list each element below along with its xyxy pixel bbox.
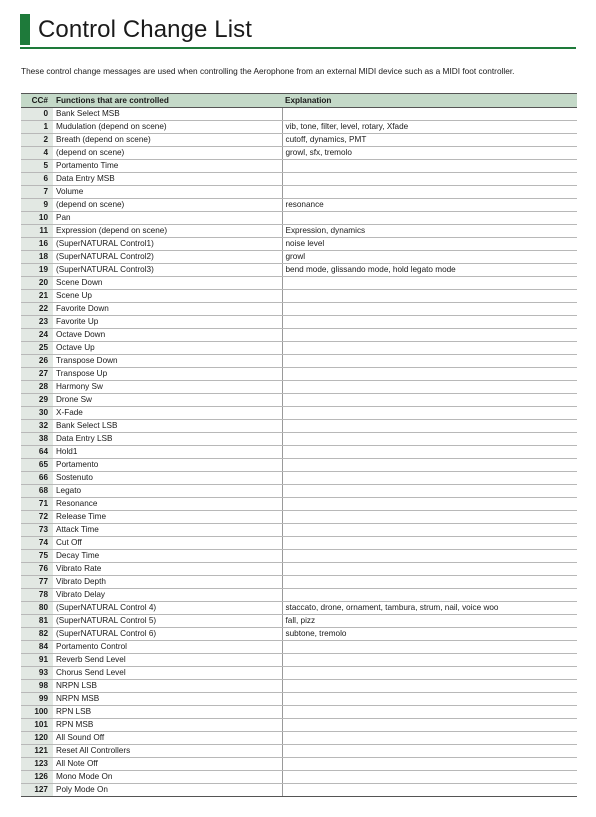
table-row <box>21 758 577 771</box>
cc-number-cell: 19 <box>21 264 53 277</box>
table-row <box>21 576 577 589</box>
function-cell: (SuperNATURAL Control3) <box>53 264 282 277</box>
function-cell: Portamento Time <box>53 160 282 173</box>
table-row <box>21 732 577 745</box>
explanation-cell <box>282 693 577 706</box>
function-cell: Octave Up <box>53 342 282 355</box>
function-cell: Cut Off <box>53 537 282 550</box>
function-cell: Decay Time <box>53 550 282 563</box>
table-row <box>21 381 577 394</box>
cc-number-cell: 75 <box>21 550 53 563</box>
cc-number-cell: 32 <box>21 420 53 433</box>
table-row <box>21 277 577 290</box>
function-cell: Transpose Up <box>53 368 282 381</box>
table-body <box>21 108 577 797</box>
header-cc-number: CC# <box>21 94 53 108</box>
table-row <box>21 602 577 615</box>
function-cell: RPN LSB <box>53 706 282 719</box>
cc-number-cell: 6 <box>21 173 53 186</box>
table-row <box>21 472 577 485</box>
explanation-cell <box>282 732 577 745</box>
explanation-cell <box>282 186 577 199</box>
table-row <box>21 329 577 342</box>
cc-number-cell: 18 <box>21 251 53 264</box>
explanation-cell <box>282 160 577 173</box>
explanation-cell: vib, tone, filter, level, rotary, Xfade <box>282 121 577 134</box>
cc-number-cell: 78 <box>21 589 53 602</box>
table-row <box>21 459 577 472</box>
function-cell: X-Fade <box>53 407 282 420</box>
table-row <box>21 173 577 186</box>
function-cell: NRPN MSB <box>53 693 282 706</box>
function-cell: Expression (depend on scene) <box>53 225 282 238</box>
explanation-cell <box>282 485 577 498</box>
explanation-cell <box>282 459 577 472</box>
cc-number-cell: 82 <box>21 628 53 641</box>
explanation-cell <box>282 212 577 225</box>
cc-number-cell: 1 <box>21 121 53 134</box>
explanation-cell <box>282 498 577 511</box>
function-cell: (depend on scene) <box>53 147 282 160</box>
cc-number-cell: 76 <box>21 563 53 576</box>
function-cell: Octave Down <box>53 329 282 342</box>
function-cell: Hold1 <box>53 446 282 459</box>
explanation-cell <box>282 433 577 446</box>
table-row <box>21 589 577 602</box>
table-row <box>21 511 577 524</box>
table-row <box>21 147 577 160</box>
table-row <box>21 420 577 433</box>
explanation-cell <box>282 290 577 303</box>
function-cell: Resonance <box>53 498 282 511</box>
table-row <box>21 485 577 498</box>
header-functions: Functions that are controlled <box>53 94 282 108</box>
intro-text: These control change messages are used when controlling the Aerophone from an external MIDI device such as a MIDI foot controller. <box>21 66 515 76</box>
cc-number-cell: 66 <box>21 472 53 485</box>
table-row <box>21 394 577 407</box>
explanation-cell <box>282 771 577 784</box>
cc-number-cell: 123 <box>21 758 53 771</box>
table-header-row <box>21 94 577 108</box>
table-row <box>21 563 577 576</box>
table-row <box>21 628 577 641</box>
explanation-cell <box>282 407 577 420</box>
function-cell: RPN MSB <box>53 719 282 732</box>
function-cell: Data Entry LSB <box>53 433 282 446</box>
cc-number-cell: 4 <box>21 147 53 160</box>
cc-number-cell: 121 <box>21 745 53 758</box>
cc-number-cell: 73 <box>21 524 53 537</box>
function-cell: (SuperNATURAL Control 4) <box>53 602 282 615</box>
cc-number-cell: 23 <box>21 316 53 329</box>
title-accent-bar <box>20 14 30 45</box>
table-row <box>21 719 577 732</box>
function-cell: Bank Select MSB <box>53 108 282 121</box>
cc-number-cell: 5 <box>21 160 53 173</box>
table-row <box>21 134 577 147</box>
explanation-cell <box>282 537 577 550</box>
explanation-cell <box>282 303 577 316</box>
header-explanation: Explanation <box>282 94 577 108</box>
table-row <box>21 160 577 173</box>
cc-number-cell: 81 <box>21 615 53 628</box>
function-cell: Mono Mode On <box>53 771 282 784</box>
function-cell: Favorite Down <box>53 303 282 316</box>
function-cell: Volume <box>53 186 282 199</box>
cc-number-cell: 120 <box>21 732 53 745</box>
table-row <box>21 446 577 459</box>
explanation-cell <box>282 394 577 407</box>
function-cell: Vibrato Delay <box>53 589 282 602</box>
cc-number-cell: 100 <box>21 706 53 719</box>
function-cell: All Note Off <box>53 758 282 771</box>
explanation-cell <box>282 667 577 680</box>
table-row <box>21 212 577 225</box>
cc-number-cell: 127 <box>21 784 53 797</box>
cc-number-cell: 74 <box>21 537 53 550</box>
function-cell: Poly Mode On <box>53 784 282 797</box>
explanation-cell <box>282 784 577 797</box>
table-row <box>21 667 577 680</box>
cc-number-cell: 16 <box>21 238 53 251</box>
cc-number-cell: 11 <box>21 225 53 238</box>
explanation-cell: noise level <box>282 238 577 251</box>
explanation-cell <box>282 472 577 485</box>
table-row <box>21 238 577 251</box>
explanation-cell <box>282 641 577 654</box>
explanation-cell <box>282 758 577 771</box>
explanation-cell <box>282 550 577 563</box>
function-cell: Harmony Sw <box>53 381 282 394</box>
cc-number-cell: 0 <box>21 108 53 121</box>
table-row <box>21 368 577 381</box>
explanation-cell <box>282 446 577 459</box>
cc-number-cell: 2 <box>21 134 53 147</box>
explanation-cell <box>282 368 577 381</box>
table-row <box>21 745 577 758</box>
cc-number-cell: 7 <box>21 186 53 199</box>
cc-number-cell: 24 <box>21 329 53 342</box>
function-cell: Attack Time <box>53 524 282 537</box>
cc-number-cell: 98 <box>21 680 53 693</box>
table-row <box>21 498 577 511</box>
cc-number-cell: 93 <box>21 667 53 680</box>
table-row <box>21 186 577 199</box>
explanation-cell <box>282 173 577 186</box>
table-row <box>21 108 577 121</box>
table-row <box>21 355 577 368</box>
function-cell: Mudulation (depend on scene) <box>53 121 282 134</box>
table-row <box>21 550 577 563</box>
explanation-cell: cutoff, dynamics, PMT <box>282 134 577 147</box>
explanation-cell: staccato, drone, ornament, tambura, strum, nail, voice woo <box>282 602 577 615</box>
cc-number-cell: 91 <box>21 654 53 667</box>
explanation-cell <box>282 329 577 342</box>
table-row <box>21 199 577 212</box>
cc-number-cell: 126 <box>21 771 53 784</box>
explanation-cell <box>282 277 577 290</box>
function-cell: Sostenuto <box>53 472 282 485</box>
cc-number-cell: 101 <box>21 719 53 732</box>
explanation-cell <box>282 654 577 667</box>
cc-number-cell: 28 <box>21 381 53 394</box>
table-row <box>21 303 577 316</box>
cc-number-cell: 71 <box>21 498 53 511</box>
table-row <box>21 693 577 706</box>
table-row <box>21 433 577 446</box>
cc-number-cell: 38 <box>21 433 53 446</box>
cc-number-cell: 80 <box>21 602 53 615</box>
table-row <box>21 615 577 628</box>
cc-number-cell: 64 <box>21 446 53 459</box>
cc-number-cell: 99 <box>21 693 53 706</box>
cc-number-cell: 77 <box>21 576 53 589</box>
function-cell: Reverb Send Level <box>53 654 282 667</box>
explanation-cell <box>282 706 577 719</box>
explanation-cell <box>282 420 577 433</box>
page-header <box>20 14 576 50</box>
table-row <box>21 251 577 264</box>
explanation-cell <box>282 589 577 602</box>
table-row <box>21 784 577 797</box>
function-cell: Release Time <box>53 511 282 524</box>
function-cell: Pan <box>53 212 282 225</box>
function-cell: Transpose Down <box>53 355 282 368</box>
explanation-cell <box>282 342 577 355</box>
function-cell: Data Entry MSB <box>53 173 282 186</box>
cc-number-cell: 20 <box>21 277 53 290</box>
table-row <box>21 537 577 550</box>
function-cell: Portamento <box>53 459 282 472</box>
explanation-cell <box>282 511 577 524</box>
page-title: Control Change List <box>38 16 253 43</box>
table-row <box>21 121 577 134</box>
function-cell: Portamento Control <box>53 641 282 654</box>
table-row <box>21 225 577 238</box>
function-cell: Scene Down <box>53 277 282 290</box>
explanation-cell: subtone, tremolo <box>282 628 577 641</box>
function-cell: (depend on scene) <box>53 199 282 212</box>
cc-number-cell: 26 <box>21 355 53 368</box>
explanation-cell: growl <box>282 251 577 264</box>
explanation-cell: bend mode, glissando mode, hold legato mode <box>282 264 577 277</box>
function-cell: NRPN LSB <box>53 680 282 693</box>
cc-number-cell: 27 <box>21 368 53 381</box>
function-cell: Breath (depend on scene) <box>53 134 282 147</box>
function-cell: Legato <box>53 485 282 498</box>
explanation-cell <box>282 576 577 589</box>
function-cell: Chorus Send Level <box>53 667 282 680</box>
explanation-cell <box>282 108 577 121</box>
cc-number-cell: 68 <box>21 485 53 498</box>
table-row <box>21 316 577 329</box>
table-row <box>21 342 577 355</box>
table-row <box>21 706 577 719</box>
cc-number-cell: 22 <box>21 303 53 316</box>
table-row <box>21 771 577 784</box>
function-cell: (SuperNATURAL Control1) <box>53 238 282 251</box>
cc-number-cell: 72 <box>21 511 53 524</box>
cc-number-cell: 30 <box>21 407 53 420</box>
cc-number-cell: 29 <box>21 394 53 407</box>
table-row <box>21 680 577 693</box>
function-cell: Bank Select LSB <box>53 420 282 433</box>
table-row <box>21 641 577 654</box>
cc-number-cell: 21 <box>21 290 53 303</box>
function-cell: Vibrato Depth <box>53 576 282 589</box>
table-row <box>21 290 577 303</box>
function-cell: Drone Sw <box>53 394 282 407</box>
function-cell: (SuperNATURAL Control 5) <box>53 615 282 628</box>
cc-number-cell: 10 <box>21 212 53 225</box>
explanation-cell <box>282 745 577 758</box>
control-change-table <box>21 93 577 797</box>
explanation-cell: Expression, dynamics <box>282 225 577 238</box>
explanation-cell <box>282 524 577 537</box>
explanation-cell <box>282 381 577 394</box>
function-cell: Scene Up <box>53 290 282 303</box>
cc-number-cell: 25 <box>21 342 53 355</box>
function-cell: (SuperNATURAL Control 6) <box>53 628 282 641</box>
explanation-cell <box>282 719 577 732</box>
table-row <box>21 264 577 277</box>
cc-number-cell: 9 <box>21 199 53 212</box>
function-cell: Reset All Controllers <box>53 745 282 758</box>
cc-number-cell: 65 <box>21 459 53 472</box>
explanation-cell <box>282 316 577 329</box>
function-cell: (SuperNATURAL Control2) <box>53 251 282 264</box>
explanation-cell <box>282 680 577 693</box>
table-row <box>21 407 577 420</box>
explanation-cell: growl, sfx, tremolo <box>282 147 577 160</box>
cc-number-cell: 84 <box>21 641 53 654</box>
function-cell: Favorite Up <box>53 316 282 329</box>
explanation-cell <box>282 563 577 576</box>
explanation-cell: fall, pizz <box>282 615 577 628</box>
function-cell: Vibrato Rate <box>53 563 282 576</box>
table-row <box>21 654 577 667</box>
function-cell: All Sound Off <box>53 732 282 745</box>
table-row <box>21 524 577 537</box>
explanation-cell <box>282 355 577 368</box>
explanation-cell: resonance <box>282 199 577 212</box>
title-underline <box>20 47 576 49</box>
